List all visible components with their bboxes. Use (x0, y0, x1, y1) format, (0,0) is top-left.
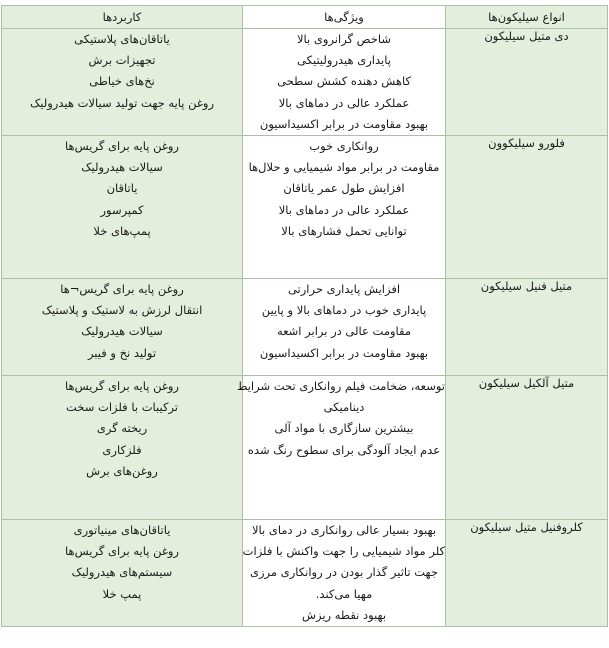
feature-item: دینامیکی (323, 400, 365, 415)
uses-cell (2, 519, 243, 626)
feature-item: بهبود مقاومت در برابر اکسیداسیون (259, 116, 429, 131)
silicone-types-table (1, 5, 608, 627)
feature-item: توانایی تحمل فشارهای بالا (281, 223, 407, 238)
feature-item: روانکاری خوب (309, 138, 379, 153)
features-cell (243, 278, 446, 375)
use-item: تجهیزات برش (88, 53, 156, 68)
feature-item: پایداری هیدرولیتیکی (297, 53, 391, 68)
header-features: ویژگی‌ها (243, 6, 446, 29)
feature-item: مقاومت عالی در برابر اشعه (276, 324, 412, 339)
features-cell (243, 29, 446, 136)
use-item: نخ‌های خیاطی (89, 74, 155, 89)
table-row (2, 135, 608, 278)
use-item: انتقال لرزش به لاستیک و پلاستیک (41, 303, 203, 318)
silicone-type-cell: دی متیل سیلیکون (446, 29, 608, 136)
use-item: پمپ‌های خلا (93, 223, 151, 238)
features-cell (243, 519, 446, 626)
use-item: سیالات هیدرولیک (81, 324, 163, 339)
feature-item: شاخص گرانروی بالا (296, 32, 392, 46)
feature-item: کلر مواد شیمیایی را جهت واکنش با فلزات (242, 544, 445, 559)
use-item: کمپرسور (100, 202, 144, 217)
feature-item: کاهش دهنده کشش سطحی (277, 74, 411, 89)
feature-item: بهبود مقاومت در برابر اکسیداسیون (259, 345, 429, 360)
features-cell (243, 135, 446, 278)
feature-item: افزایش طول عمر یاتاقان (283, 181, 405, 196)
uses-cell (2, 375, 243, 519)
feature-item: بیشترین سازگاری با مواد آلی (274, 421, 414, 436)
use-item: ترکیبات با فلزات سخت (66, 400, 178, 415)
feature-item: پایداری خوب در دماهای بالا و پایین (261, 303, 427, 318)
silicone-type-cell: کلروفنیل متیل سیلیکون (446, 519, 608, 626)
use-item: روغن پایه برای گریس‌ها (65, 138, 179, 153)
use-item: پمپ خلا (102, 586, 142, 601)
use-item: سیالات هیدرولیک (81, 160, 163, 175)
table-row (2, 519, 608, 626)
feature-item: افزایش پایداری حرارتی (287, 281, 401, 296)
silicone-type-cell: متیل آلکیل سیلیکون (446, 375, 608, 519)
uses-cell (2, 135, 243, 278)
use-item: ریخته گری (96, 421, 148, 436)
feature-item: بهبود بسیار عالی روانکاری در دمای بالا (251, 522, 437, 537)
feature-item: مهیا می‌کند. (315, 586, 373, 601)
header-types: انواع سیلیکون‌ها (446, 6, 608, 29)
use-item: روغن‌های برش (86, 463, 158, 478)
table-header (2, 6, 608, 29)
feature-item: عملکرد عالی در دماهای بالا (278, 95, 410, 110)
uses-cell (2, 29, 243, 136)
use-item: یاتاقان‌های مینیاتوری (73, 522, 171, 537)
header-row (2, 6, 608, 29)
use-item: روغن پایه برای گریس¬ها (60, 281, 184, 296)
use-item: روغن پایه جهت تولید سیالات هیدرولیک (29, 95, 215, 110)
use-item: فلزکاری (102, 442, 142, 457)
use-item: روغن پایه برای گریس‌ها (65, 544, 179, 559)
feature-item: جهت تاثیر گذار بودن در روانکاری مرزی (250, 565, 438, 580)
table-row (2, 278, 608, 375)
use-item: تولید نخ و فیبر (87, 345, 157, 360)
features-cell (236, 375, 446, 519)
silicone-type-cell: متیل فنیل سیلیکون (446, 278, 608, 375)
feature-item: بهبود نقطه ریزش (301, 607, 387, 622)
header-uses: کاربردها (2, 6, 243, 29)
uses-cell (2, 278, 243, 375)
table-row (2, 29, 608, 136)
feature-item: مقاومت در برابر مواد شیمیایی و حلال‌ها (248, 160, 440, 175)
feature-item: توسعه، ضخامت فیلم روانکاری تحت شرایط (236, 378, 445, 393)
use-item: روغن پایه برای گریس‌ها (65, 378, 179, 393)
use-item: سیستم‌های هیدرولیک (71, 565, 173, 580)
use-item: یاتاقان‌های پلاستیکی (74, 32, 170, 46)
feature-item: عملکرد عالی در دماهای بالا (278, 202, 410, 217)
table-row (2, 375, 608, 519)
feature-item: عدم ایجاد آلودگی برای سطوح رنگ شده (247, 442, 441, 457)
use-item: یاتاقان (106, 181, 138, 196)
silicone-type-cell: فلورو سیلیکوون (446, 135, 608, 278)
